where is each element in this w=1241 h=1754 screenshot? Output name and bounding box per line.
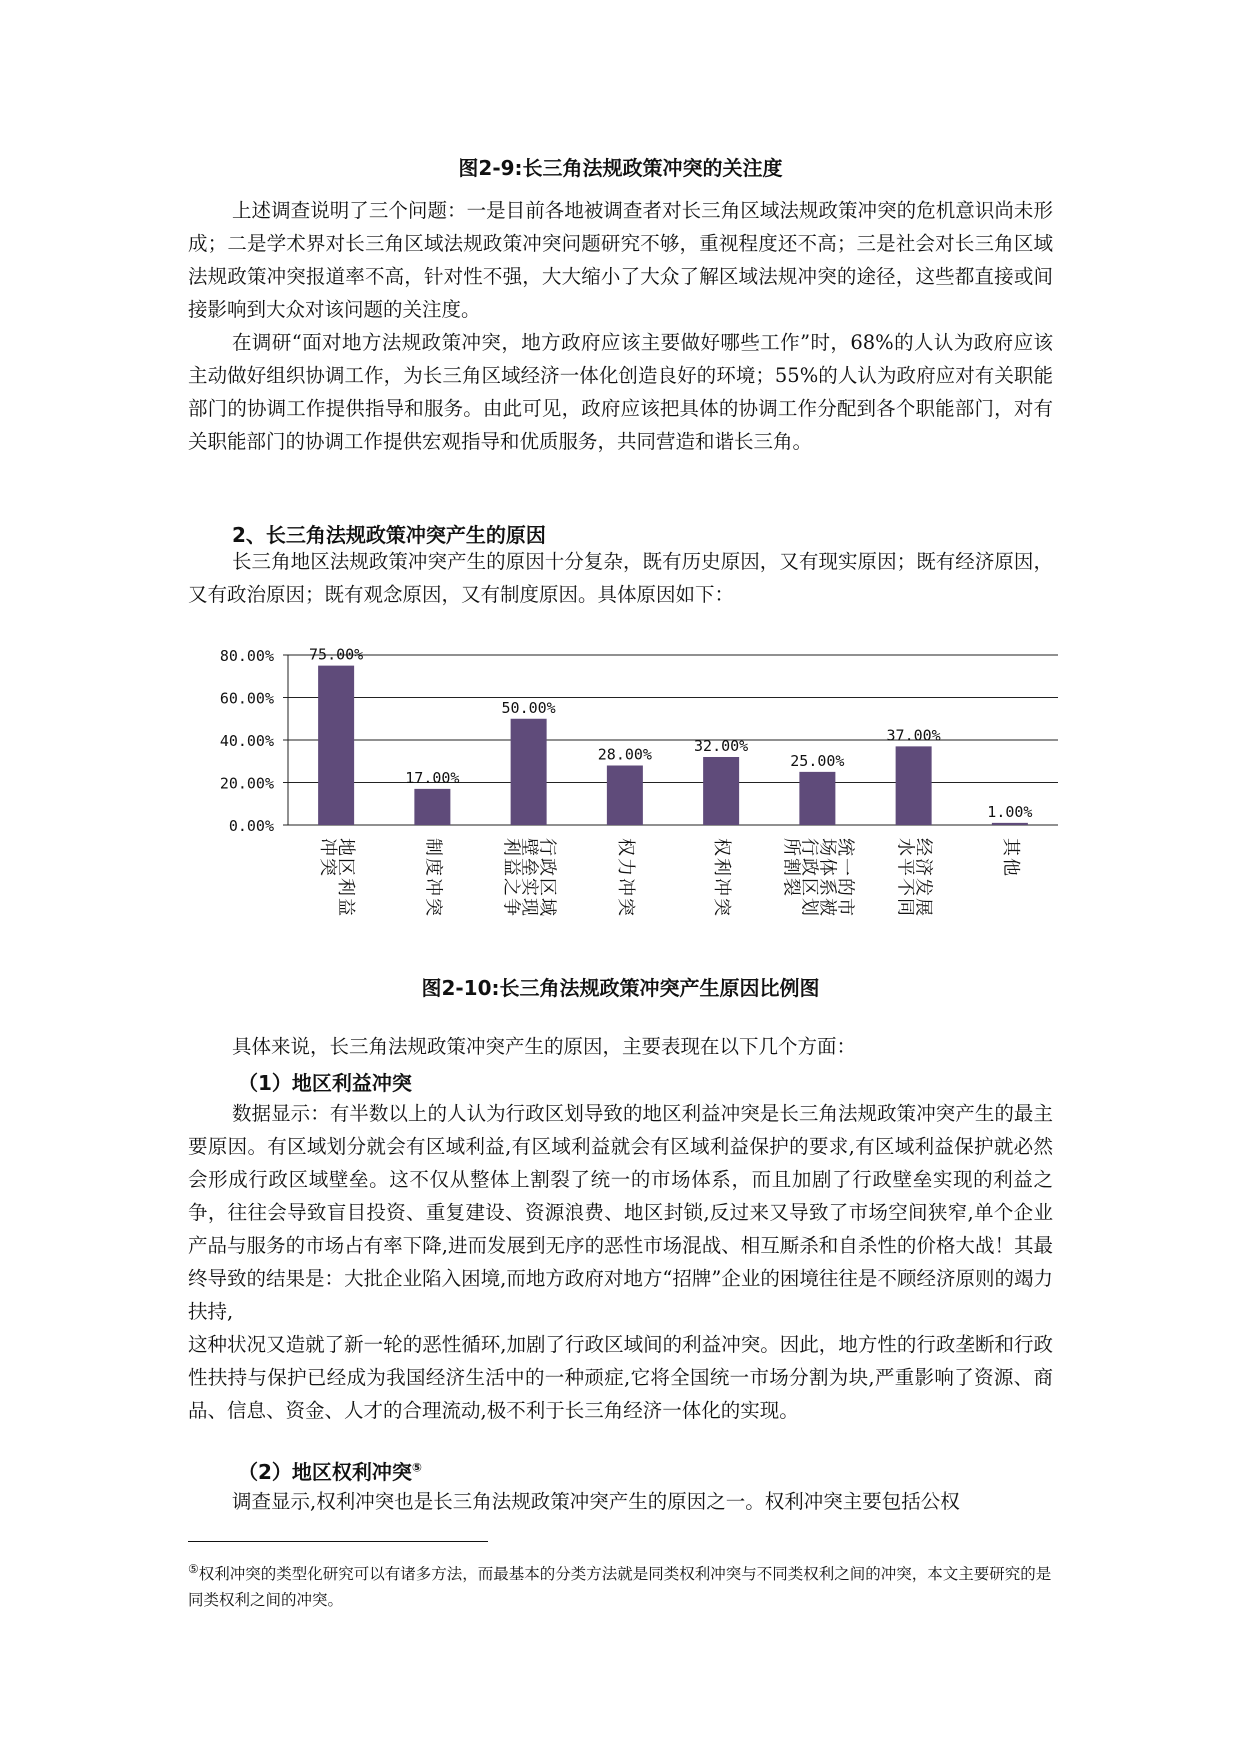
x-category-char: 突	[317, 858, 339, 876]
data-label: 75.00%	[309, 645, 364, 664]
data-label: 37.00%	[886, 726, 941, 745]
x-category-char: 争	[500, 898, 522, 916]
x-category-char: 突	[711, 898, 733, 916]
bar	[607, 766, 643, 826]
x-category-char: 割	[780, 858, 802, 876]
paragraph-rights-conflict: 调查显示,权利冲突也是长三角法规政策冲突产生的原因之一。权利冲突主要包括公权	[232, 1490, 960, 1513]
y-tick-label: 0.00%	[228, 817, 274, 835]
x-category-char: 济	[912, 858, 934, 876]
x-category-char: 所	[780, 838, 802, 856]
x-category-label	[501, 838, 558, 916]
y-tick-label: 20.00%	[219, 774, 274, 793]
causes-bar-chart	[188, 630, 1058, 950]
x-category-char: 现	[518, 898, 540, 916]
x-category-char: 裂	[780, 878, 802, 896]
body-text-4	[188, 1097, 1053, 1427]
x-category-label	[615, 838, 636, 916]
bar	[799, 772, 835, 825]
x-category-char: 力	[614, 858, 636, 876]
y-tick-label: 40.00%	[219, 732, 274, 750]
x-category-char: 垒	[518, 858, 540, 876]
x-category-char: 平	[894, 858, 916, 876]
x-category-label	[895, 838, 934, 916]
bar	[992, 823, 1028, 825]
x-category-char: 利	[335, 878, 357, 896]
body-text-1	[188, 194, 1053, 458]
x-category-char: 场	[816, 838, 838, 856]
subheading-regional-rights-conflict	[238, 1456, 422, 1485]
x-category-char: 冲	[422, 878, 444, 896]
x-category-char: 冲	[614, 878, 636, 896]
x-category-char: 权	[614, 838, 636, 856]
x-category-char: 益	[335, 898, 357, 916]
x-category-char: 划	[798, 898, 820, 916]
bar	[896, 746, 932, 825]
x-category-char: 其	[999, 838, 1021, 856]
x-category-char: 体	[816, 858, 838, 876]
paragraph-interest-conflict: 数据显示：有半数以上的人认为行政区划导致的地区利益冲突是长三角法规政策冲突产生的最主要原因。有区域划分就会有区域利益,有区域利益就会有区域利益保护的要求,有区域利益保护就必然会形成行政区域壁垒。这不仅从整体上割裂了统一的市场体系，而且加剧了行政壁垒实现的利益之争，往往会导致盲目投资、重复建设、资源浪费、地区封锁,反过来又导致了市场空间狭窄,单个企业产品与服务的市场占有率下降,进而发展到无序的恶性市场混战、相互厮杀和自杀性的价格大战！其最终导致的结果是：大批企业陷入困境,而地方政府对地方“招牌”企业的困境往往是不顾经济原则的竭力扶持,	[188, 1102, 1053, 1323]
data-label: 50.00%	[501, 698, 556, 717]
body-text-5	[188, 1485, 1053, 1518]
footnote-reference-mark: ⑤	[411, 1460, 423, 1475]
figure-2-9-caption: 图2-9:长三角法规政策冲突的关注度	[458, 156, 783, 180]
x-category-char: 行	[798, 838, 820, 856]
x-category-char: 发	[912, 878, 934, 896]
paragraph-survey-summary: 上述调查说明了三个问题：一是目前各地被调查者对长三角区域法规政策冲突的危机意识尚未形成；二是学术界对长三角区域法规政策冲突问题研究不够，重视程度还不高；三是社会对长三角区域法规政策冲突报道率不高，针对性不强，大大缩小了大众了解区域法规冲突的途径，这些都直接或间接影响到大众对该问题的关注度。	[188, 199, 1053, 321]
bar	[318, 666, 354, 825]
paragraph-vicious-cycle: 这种状况又造就了新一轮的恶性循环,加剧了行政区域间的利益冲突。因此，地方性的行政垄断和行政性扶持与保护已经成为我国经济生活中的一种顽症,它将全国统一市场分割为块,严重影响了资源、商品、信息、资金、人才的合理流动,极不利于长三角经济一体化的实现。	[188, 1333, 1053, 1422]
x-category-char: 区	[335, 858, 357, 876]
footnote	[188, 1556, 1053, 1613]
x-category-char: 突	[614, 898, 636, 916]
data-label: 17.00%	[405, 768, 460, 787]
data-label: 25.00%	[790, 751, 845, 770]
x-category-char: 冲	[317, 838, 339, 856]
x-category-char: 水	[894, 838, 916, 856]
x-category-char: 冲	[711, 878, 733, 896]
x-category-char: 政	[536, 858, 558, 876]
x-category-char: 政	[798, 858, 820, 876]
bar	[511, 719, 547, 825]
x-category-char: 行	[536, 838, 558, 856]
x-category-label	[317, 838, 356, 916]
x-category-char: 一	[834, 858, 856, 876]
x-category-char: 的	[834, 878, 856, 896]
footnote-divider	[188, 1541, 488, 1542]
x-category-char: 利	[500, 838, 522, 856]
bar	[414, 789, 450, 825]
x-category-label	[422, 838, 443, 916]
x-category-label	[1000, 838, 1021, 876]
paragraph-government-role: 在调研“面对地方法规政策冲突，地方政府应该主要做好哪些工作”时，68%的人认为政府应该主动做好组织协调工作，为长三角区域经济一体化创造良好的环境；55%的人认为政府应对有关职能部门的协调工作提供指导和服务。由此可见，政府应该把具体的协调工作分配到各个职能部门，对有关职能部门的协调工作提供宏观指导和优质服务，共同营造和谐长三角。	[188, 331, 1053, 453]
y-tick-label: 60.00%	[219, 689, 274, 708]
x-category-char: 经	[912, 838, 934, 856]
y-tick-label: 80.00%	[219, 647, 274, 665]
x-category-char: 之	[500, 878, 522, 896]
subheading-text: （2）地区权利冲突	[238, 1460, 412, 1484]
x-category-char: 被	[816, 898, 838, 916]
x-category-char: 市	[834, 898, 856, 916]
x-category-char: 域	[536, 898, 558, 916]
x-category-label	[711, 838, 732, 916]
x-category-char: 同	[894, 898, 916, 916]
bar	[703, 757, 739, 825]
data-label: 28.00%	[597, 745, 652, 764]
figure-2-10-caption: 图2-10:长三角法规政策冲突产生原因比例图	[421, 976, 820, 1000]
x-category-char: 区	[536, 878, 558, 896]
x-category-char: 利	[711, 858, 733, 876]
footnote-mark: ⑤	[188, 1562, 199, 1576]
paragraph-causes-intro: 长三角地区法规政策冲突产生的原因十分复杂，既有历史原因，又有现实原因；既有经济原因，又有政治原因；既有观念原因，又有制度原因。具体原因如下：	[188, 550, 1053, 606]
x-category-char: 他	[999, 858, 1021, 876]
paragraph-aspects-intro: 具体来说，长三角法规政策冲突产生的原因，主要表现在以下几个方面：	[232, 1035, 857, 1058]
x-category-char: 统	[834, 838, 856, 856]
x-category-char: 益	[500, 858, 522, 876]
section-heading-causes: 2、长三角法规政策冲突产生的原因	[232, 523, 546, 547]
body-text-3	[188, 1030, 1053, 1063]
x-category-char: 系	[816, 878, 838, 896]
data-label: 32.00%	[694, 737, 749, 755]
x-category-char: 不	[894, 878, 916, 896]
x-category-label	[780, 838, 855, 916]
data-label: 1.00%	[987, 802, 1033, 821]
x-category-char: 权	[711, 838, 733, 856]
x-category-char: 制	[422, 838, 444, 856]
x-category-char: 壁	[518, 838, 540, 856]
x-category-char: 度	[422, 858, 444, 876]
x-category-char: 区	[798, 878, 820, 896]
x-category-char: 实	[518, 878, 540, 896]
x-category-char: 突	[422, 898, 444, 916]
body-text-2	[188, 545, 1053, 611]
subheading-regional-interest-conflict: （1）地区利益冲突	[238, 1071, 412, 1095]
x-category-char: 地	[335, 838, 357, 856]
x-category-char: 展	[912, 898, 934, 916]
footnote-text: 权利冲突的类型化研究可以有诸多方法，而最基本的分类方法就是同类权利冲突与不同类权利之间的冲突，本文主要研究的是同类权利之间的冲突。	[188, 1565, 1052, 1610]
